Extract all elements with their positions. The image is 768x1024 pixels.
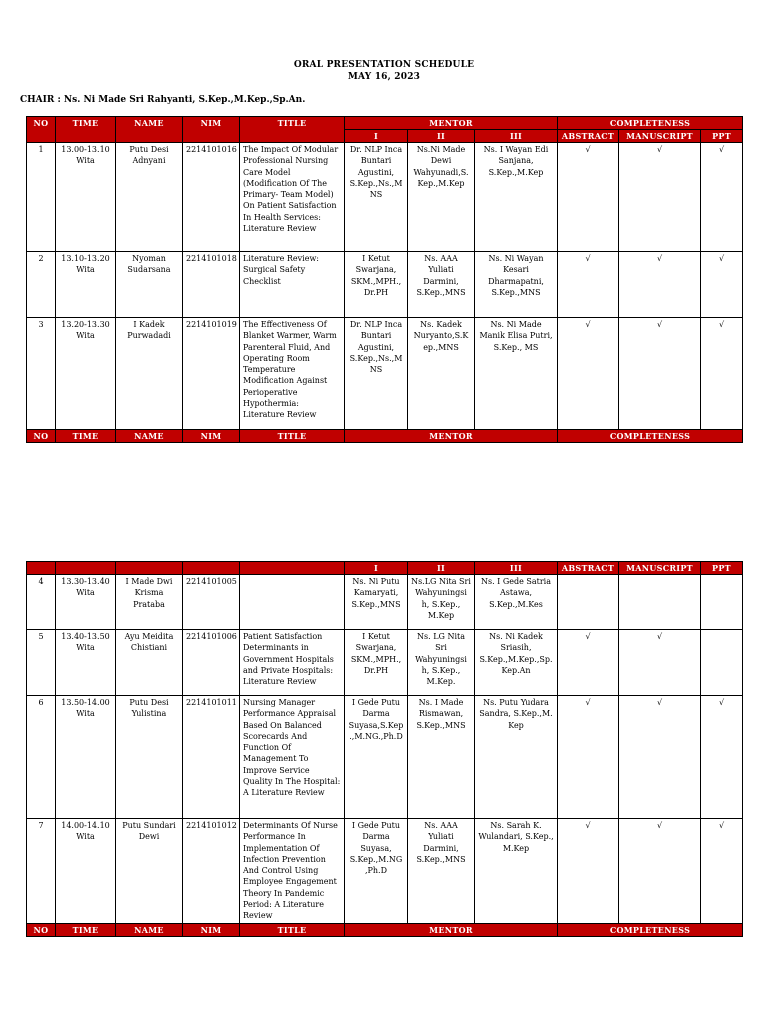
footer-completeness: COMPLETENESS: [558, 430, 743, 443]
cell-ppt: √: [701, 819, 743, 924]
footer-time: TIME: [56, 923, 116, 936]
footer-mentor: MENTOR: [345, 430, 558, 443]
cell-mentor-1: I Gede Putu Darma Suyasa,S.Kep .,M.NG.,Ph.D: [345, 696, 408, 819]
cell-manuscript: √: [619, 143, 701, 252]
document-date: MAY 16, 2023: [347, 72, 421, 82]
header-mentor-3: III: [475, 562, 558, 575]
header-name: NAME: [116, 117, 183, 143]
footer-no: NO: [27, 430, 56, 443]
cell-nim: 2214101018: [183, 252, 240, 318]
header-completeness: COMPLETENESS: [558, 117, 743, 130]
cell-mentor-3: Ns. Ni Made Manik Elisa Putri, S.Kep., MS: [475, 318, 558, 430]
cell-mentor-1: I Ketut Swarjana, SKM.,MPH., Dr.PH: [345, 252, 408, 318]
cell-nim: 2214101005: [183, 575, 240, 630]
cell-ppt: √: [701, 318, 743, 430]
cell-mentor-1: Ns. Ni Putu Kamaryati, S.Kep.,MNS: [345, 575, 408, 630]
footer-title: TITLE: [240, 430, 345, 443]
cell-name: Ayu Meidita Chistiani: [116, 630, 183, 696]
table-row: [27, 318, 743, 430]
cell-mentor-3: Ns. Ni Wayan Kesari Dharmapatni, S.Kep.,MNS: [475, 252, 558, 318]
cell-abstract: √: [558, 252, 619, 318]
cell-title: The Effectiveness Of Blanket Warmer, Warm Parenteral Fluid, And Operating Room Temperature Modification Against Perioperative Hypothermia: Literature Review: [240, 318, 345, 430]
cell-abstract: √: [558, 819, 619, 924]
cell-mentor-3: Ns. Ni Kadek Sriasih, S.Kep.,M.Kep.,Sp. Kep.An: [475, 630, 558, 696]
cell-ppt: √: [701, 143, 743, 252]
cell-nim: 2214101016: [183, 143, 240, 252]
header-manuscript: MANUSCRIPT: [619, 130, 701, 143]
table-footer: [27, 430, 743, 443]
cell-mentor-2: Ns.LG Nita Sri Wahyuningsi h, S.Kep., M.Kep: [408, 575, 475, 630]
cell-no: 4: [27, 575, 56, 630]
cell-title: Nursing Manager Performance Appraisal Based On Balanced Scorecards And Function Of Management To Improve Service Quality In The Hospital: A Literature Review: [240, 696, 345, 819]
table-row: [27, 819, 743, 924]
cell-time: 13.30-13.40 Wita: [56, 575, 116, 630]
table-row: [27, 575, 743, 630]
header-mentor-2: II: [408, 562, 475, 575]
cell-no: 6: [27, 696, 56, 819]
cell-name: Nyoman Sudarsana: [116, 252, 183, 318]
cell-name: Putu Desi Adnyani: [116, 143, 183, 252]
cell-no: 2: [27, 252, 56, 318]
header-mentor: MENTOR: [345, 117, 558, 130]
cell-time: 13.00-13.10 Wita: [56, 143, 116, 252]
cell-mentor-2: Ns. Kadek Nuryanto,S.K ep.,MNS: [408, 318, 475, 430]
footer-completeness: COMPLETENESS: [558, 923, 743, 936]
cell-mentor-1: I Gede Putu Darma Suyasa, S.Kep.,M.NG ,Ph.D: [345, 819, 408, 924]
cell-ppt: [701, 575, 743, 630]
schedule-table-page-1: [26, 116, 743, 443]
header-mentor-1: I: [345, 562, 408, 575]
header-abstract: ABSTRACT: [558, 562, 619, 575]
cell-mentor-2: Ns.Ni Made Dewi Wahyunadi,S. Kep.,M.Kep: [408, 143, 475, 252]
cell-time: 13.50-14.00 Wita: [56, 696, 116, 819]
cell-ppt: √: [701, 696, 743, 819]
header-ppt: PPT: [701, 130, 743, 143]
cell-time: 14.00-14.10 Wita: [56, 819, 116, 924]
cell-manuscript: √: [619, 252, 701, 318]
table-row: [27, 696, 743, 819]
header-time: TIME: [56, 117, 116, 143]
cell-manuscript: √: [619, 630, 701, 696]
cell-name: Putu Sundari Dewi: [116, 819, 183, 924]
cell-abstract: √: [558, 318, 619, 430]
cell-ppt: √: [701, 252, 743, 318]
chair-line: CHAIR : Ns. Ni Made Sri Rahyanti, S.Kep.,M.Kep.,Sp.An.: [20, 95, 306, 105]
cell-mentor-3: Ns. I Gede Satria Astawa, S.Kep.,M.Kes: [475, 575, 558, 630]
cell-mentor-2: Ns. I Made Rismawan, S.Kep.,MNS: [408, 696, 475, 819]
header-nim: NIM: [183, 117, 240, 143]
cell-name: I Made Dwi Krisma Prataba: [116, 575, 183, 630]
cell-time: 13.20-13.30 Wita: [56, 318, 116, 430]
cell-mentor-3: Ns. I Wayan Edi Sanjana, S.Kep.,M.Kep: [475, 143, 558, 252]
header-blank: [183, 562, 240, 575]
cell-no: 3: [27, 318, 56, 430]
cell-time: 13.10-13.20 Wita: [56, 252, 116, 318]
cell-title: The Impact Of Modular Professional Nursing Care Model (Modification Of The Primary- Team Model) On Patient Satisfaction In Health Services: Literature Review: [240, 143, 345, 252]
cell-nim: 2214101011: [183, 696, 240, 819]
footer-name: NAME: [116, 430, 183, 443]
cell-time: 13.40-13.50 Wita: [56, 630, 116, 696]
header-manuscript: MANUSCRIPT: [619, 562, 701, 575]
footer-name: NAME: [116, 923, 183, 936]
header-title: TITLE: [240, 117, 345, 143]
cell-abstract: √: [558, 696, 619, 819]
cell-title: [240, 575, 345, 630]
cell-mentor-1: Dr. NLP Inca Buntari Agustini, S.Kep.,Ns.,M NS: [345, 143, 408, 252]
header-mentor-1: I: [345, 130, 408, 143]
cell-mentor-2: Ns. AAA Yuliati Darmini, S.Kep.,MNS: [408, 819, 475, 924]
footer-mentor: MENTOR: [345, 923, 558, 936]
footer-time: TIME: [56, 430, 116, 443]
header-blank: [116, 562, 183, 575]
header-blank: [56, 562, 116, 575]
cell-title: Patient Satisfaction Determinants in Government Hospitals and Private Hospitals: Literature Review: [240, 630, 345, 696]
cell-manuscript: √: [619, 819, 701, 924]
table-row: [27, 143, 743, 252]
cell-abstract: [558, 575, 619, 630]
table-row: [27, 252, 743, 318]
cell-mentor-2: Ns. LG Nita Sri Wahyuningsi h, S.Kep., M.Kep.: [408, 630, 475, 696]
header-mentor-3: III: [475, 130, 558, 143]
cell-title: Literature Review: Surgical Safety Checklist: [240, 252, 345, 318]
table-footer: [27, 923, 743, 936]
cell-abstract: √: [558, 630, 619, 696]
header-blank: [27, 562, 56, 575]
footer-title: TITLE: [240, 923, 345, 936]
cell-manuscript: √: [619, 696, 701, 819]
cell-manuscript: [619, 575, 701, 630]
cell-ppt: [701, 630, 743, 696]
header-blank: [240, 562, 345, 575]
cell-no: 7: [27, 819, 56, 924]
cell-name: Putu Desi Yulistina: [116, 696, 183, 819]
cell-no: 5: [27, 630, 56, 696]
header-ppt: PPT: [701, 562, 743, 575]
table-row: [27, 630, 743, 696]
cell-mentor-1: I Ketut Swarjana, SKM.,MPH., Dr.PH: [345, 630, 408, 696]
footer-nim: NIM: [183, 430, 240, 443]
cell-nim: 2214101019: [183, 318, 240, 430]
cell-nim: 2214101012: [183, 819, 240, 924]
header-no: NO: [27, 117, 56, 143]
cell-mentor-3: Ns. Putu Yudara Sandra, S.Kep.,M. Kep: [475, 696, 558, 819]
cell-no: 1: [27, 143, 56, 252]
cell-nim: 2214101006: [183, 630, 240, 696]
footer-no: NO: [27, 923, 56, 936]
cell-title: Determinants Of Nurse Performance In Implementation Of Infection Prevention And Control Using Employee Engagement Theory In Pandemic Period: A Literature Review: [240, 819, 345, 924]
footer-nim: NIM: [183, 923, 240, 936]
cell-mentor-2: Ns. AAA Yuliati Darmini, S.Kep.,MNS: [408, 252, 475, 318]
cell-manuscript: √: [619, 318, 701, 430]
schedule-table-page-2: [26, 561, 743, 937]
cell-mentor-3: Ns. Sarah K. Wulandari, S.Kep., M.Kep: [475, 819, 558, 924]
cell-abstract: √: [558, 143, 619, 252]
cell-mentor-1: Dr. NLP Inca Buntari Agustini, S.Kep.,Ns.,M NS: [345, 318, 408, 430]
document-title: ORAL PRESENTATION SCHEDULE: [293, 60, 475, 70]
header-abstract: ABSTRACT: [558, 130, 619, 143]
header-mentor-2: II: [408, 130, 475, 143]
cell-name: I Kadek Purwadadi: [116, 318, 183, 430]
